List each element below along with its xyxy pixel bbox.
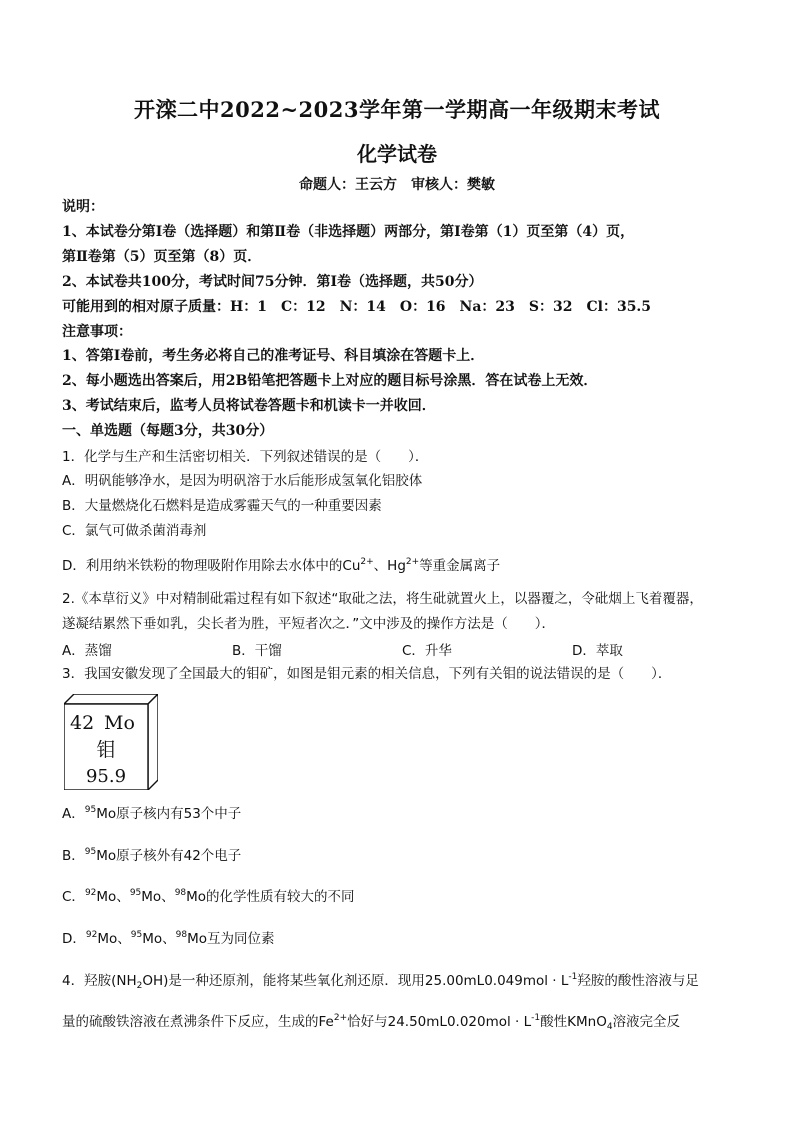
q1-stem: 1．化学与生产和生活密切相关．下列叙述错误的是（ ）． [62, 449, 429, 465]
q2-option-c: C．升华 [402, 643, 452, 659]
element-number: 42 [70, 712, 95, 734]
molybdenum-element-card [64, 694, 158, 790]
instructions-line-1: 1、本试卷分第Ⅰ卷（选择题）和第Ⅱ卷（非选择题）两部分，第Ⅰ卷第（1）页至第（4）页， [62, 224, 635, 240]
q2-stem-line-1: 2.《本草衍义》中对精制砒霜过程有如下叙述“取砒之法，将生砒就置火上，以器覆之，令砒烟上飞着覆器， [62, 591, 703, 607]
notes-line-3: 3、考试结束后，监考人员将试卷答题卡和机读卡一并收回． [62, 398, 436, 414]
notes-label: 注意事项： [62, 324, 132, 340]
card-top-face [64, 694, 158, 704]
q4-line-2: 量的硫酸铁溶液在煮沸条件下反应，生成的$Fe^{2+}$恰好与$24.50mL0.020mol \cdot L^{-1}$酸性KMnO$_4$溶液完全反 [62, 1013, 681, 1032]
q1-option-a: A．明矾能够净水，是因为明矾溶于水后能形成氢氧化铝胶体 [62, 473, 423, 489]
element-mass: 95.9 [85, 766, 127, 787]
q2-option-d: D．萃取 [572, 643, 623, 659]
notes-line-1: 1、答第Ⅰ卷前，考生务必将自己的准考证号、科目填涂在答题卡上． [62, 348, 485, 364]
atomic-masses-line: 可能用到的相对原子质量：H：1 C：12 N：14 O：16 Na：23 S：32 Cl：35.5 [62, 299, 652, 315]
q2-option-a: A．蒸馏 [62, 643, 112, 659]
card-side-face [148, 694, 158, 790]
q4-line-1: 4．羟胺$(NH_2OH)$是一种还原剂，能将某些氧化剂还原．现用$25.00mL0.049mol \cdot L^{-1}$羟胺的酸性溶液与足 [62, 972, 699, 991]
exam-title: 开滦二中2022~2023学年第一学期高一年级期末考试 [134, 97, 660, 122]
authors-line: 命题人：王云方 审核人：樊敏 [299, 177, 495, 193]
element-symbol: Mo [104, 712, 135, 734]
instructions-line-2: 第Ⅱ卷第（5）页至第（8）页． [62, 249, 262, 265]
q2-stem-line-2: 遂凝结累然下垂如乳，尖长者为胜，平短者次之．”文中涉及的操作方法是（ ）． [62, 616, 555, 632]
instructions-line-3: 2、本试卷共100分，考试时间75分钟．第Ⅰ卷（选择题，共50分） [62, 274, 483, 290]
q1-option-d: D．利用纳米铁粉的物理吸附作用除去水体中的$Cu^{2+}$、$Hg^{2+}$等重金属离子 [62, 557, 501, 574]
section-heading: 一、单选题（每题3分，共30分） [62, 423, 274, 439]
q3-option-c: C．$^{92}$Mo、$^{95}$Mo、$^{98}$Mo的化学性质有较大的不同 [62, 888, 355, 905]
q1-option-b: B．大量燃烧化石燃料是造成雾霾天气的一种重要因素 [62, 498, 382, 514]
q1-option-c: C．氯气可做杀菌消毒剂 [62, 523, 207, 539]
q3-option-a: A．$^{95}$Mo原子核内有53个中子 [62, 805, 242, 822]
instructions-label: 说明： [62, 199, 104, 215]
notes-line-2: 2、每小题选出答案后，用2B铅笔把答题卡上对应的题目标号涂黑．答在试卷上无效． [62, 373, 598, 389]
q2-options [62, 639, 742, 659]
q2-option-b: B．干馏 [232, 643, 282, 659]
q3-option-b: B．$^{95}$Mo原子核外有42个电子 [62, 847, 242, 864]
subject-title: 化学试卷 [357, 142, 437, 166]
q3-stem: 3．我国安徽发现了全国最大的钼矿，如图是钼元素的相关信息，下列有关钼的说法错误的是（ ）． [62, 666, 672, 682]
element-name: 钼 [96, 739, 116, 761]
q3-option-d: D．$^{92}$Mo、$^{95}$Mo、$^{98}$Mo互为同位素 [62, 930, 275, 947]
